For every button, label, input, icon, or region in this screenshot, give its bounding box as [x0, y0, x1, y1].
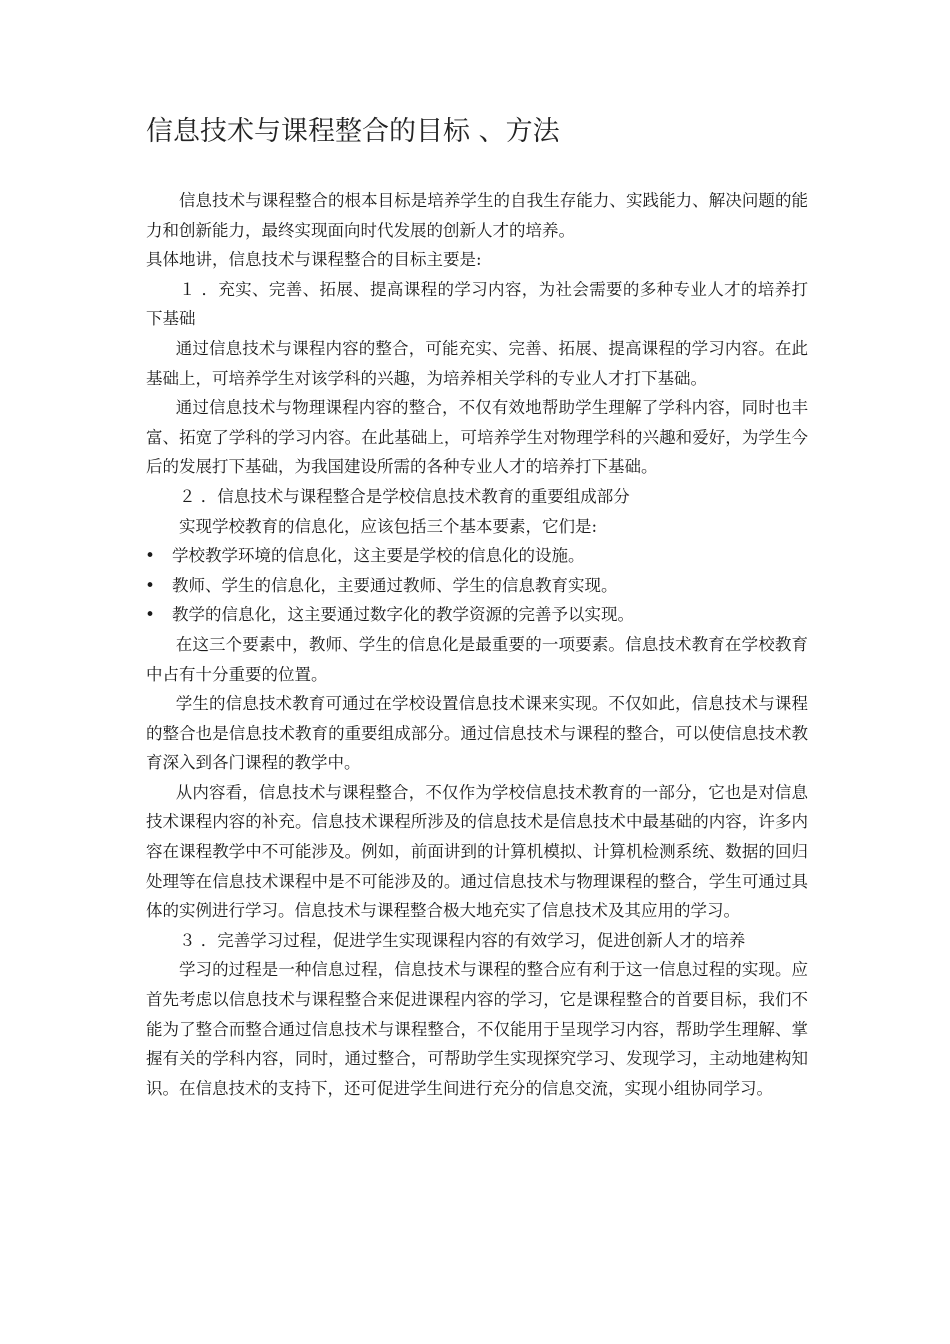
section-heading-2: ２ ．信息技术与课程整合是学校信息技术教育的重要组成部分 — [179, 486, 630, 506]
bullet-icon: • — [145, 575, 155, 595]
document-body — [146, 186, 808, 1103]
document-title: 信息技术与课程整合的目标 、方法 — [146, 116, 560, 147]
list-item — [146, 541, 808, 571]
three-elements-list — [146, 541, 808, 630]
paragraph-learning-process: 学习的过程是一种信息过程，信息技术与课程的整合应有利于这一信息过程的实现。应首先考虑以信息技术与课程整合来促进课程内容的学习，它是课程整合的首要目标，我们不能为了整合而整合通过信息技术与课程整合，不仅能用于呈现学习内容，帮助学生理解、掌握有关的学科内容，同时，通过整合，可帮助学生实现探究学习、发现学习，主动地建构知识。在信息技术的支持下，还可促进学生间进行充分的信息交流，实现小组协同学习。 — [146, 960, 808, 1098]
paragraph-three-elements-intro: 实现学校教育的信息化，应该包括三个基本要素，它们是: — [179, 516, 598, 536]
list-item-text: 学校教学环境的信息化，这主要是学校的信息化的设施。 — [172, 546, 585, 566]
list-item-text: 教学的信息化，这主要通过数字化的教学资源的完善予以实现。 — [172, 605, 634, 625]
bullet-icon: • — [145, 605, 155, 625]
section-heading-3: ３ ．完善学习过程，促进学生实现课程内容的有效学习，促进创新人才的培养 — [179, 930, 746, 950]
paragraph-section1-b: 通过信息技术与物理课程内容的整合，不仅有效地帮助学生理解了学科内容，同时也丰富、拓宽了学科的学习内容。在此基础上，可培养学生对物理学科的兴趣和爱好，为学生今后的发展打下基础，为我国建设所需的各种专业人才的培养打下基础。 — [146, 398, 808, 477]
list-item-text: 教师、学生的信息化，主要通过教师、学生的信息教育实现。 — [172, 575, 618, 595]
paragraph-goal-overview: 信息技术与课程整合的根本目标是培养学生的自我生存能力、实践能力、解决问题的能力和创新能力，最终实现面向时代发展的创新人才的培养。 — [146, 191, 808, 240]
paragraph-section1-a: 通过信息技术与课程内容的整合，可能充实、完善、拓展、提高课程的学习内容。在此基础上，可培养学生对该学科的兴趣，为培养相关学科的专业人才打下基础。 — [146, 338, 808, 388]
list-item — [146, 571, 808, 601]
list-item — [146, 600, 808, 630]
paragraph-it-education: 学生的信息技术教育可通过在学校设置信息技术课来实现。不仅如此，信息技术与课程的整合也是信息技术教育的重要组成部分。通过信息技术与课程的整合，可以使信息技术教育深入到各门课程的教学中。 — [146, 694, 808, 773]
paragraph-content-view: 从内容看，信息技术与课程整合，不仅作为学校信息技术教育的一部分，它也是对信息技术课程内容的补充。信息技术课程所涉及的信息技术是信息技术中最基础的内容，许多内容在课程教学中不可能涉及。例如，前面讲到的计算机模拟、计算机检测系统、数据的回归处理等在信息技术课程中是不可能涉及的。通过信息技术与物理课程的整合，学生可通过具体的实例进行学习。信息技术与课程整合极大地充实了信息技术及其应用的学习。 — [146, 782, 808, 921]
paragraph-three-elements-summary: 在这三个要素中，教师、学生的信息化是最重要的一项要素。信息技术教育在学校教育中占有十分重要的位置。 — [146, 634, 808, 684]
section-heading-1: １ ．充实、完善、拓展、提高课程的学习内容，为社会需要的多种专业人才的培养打下基础 — [146, 279, 808, 329]
bullet-icon: • — [145, 546, 155, 566]
paragraph-goals-intro: 具体地讲，信息技术与课程整合的目标主要是: — [146, 250, 482, 270]
